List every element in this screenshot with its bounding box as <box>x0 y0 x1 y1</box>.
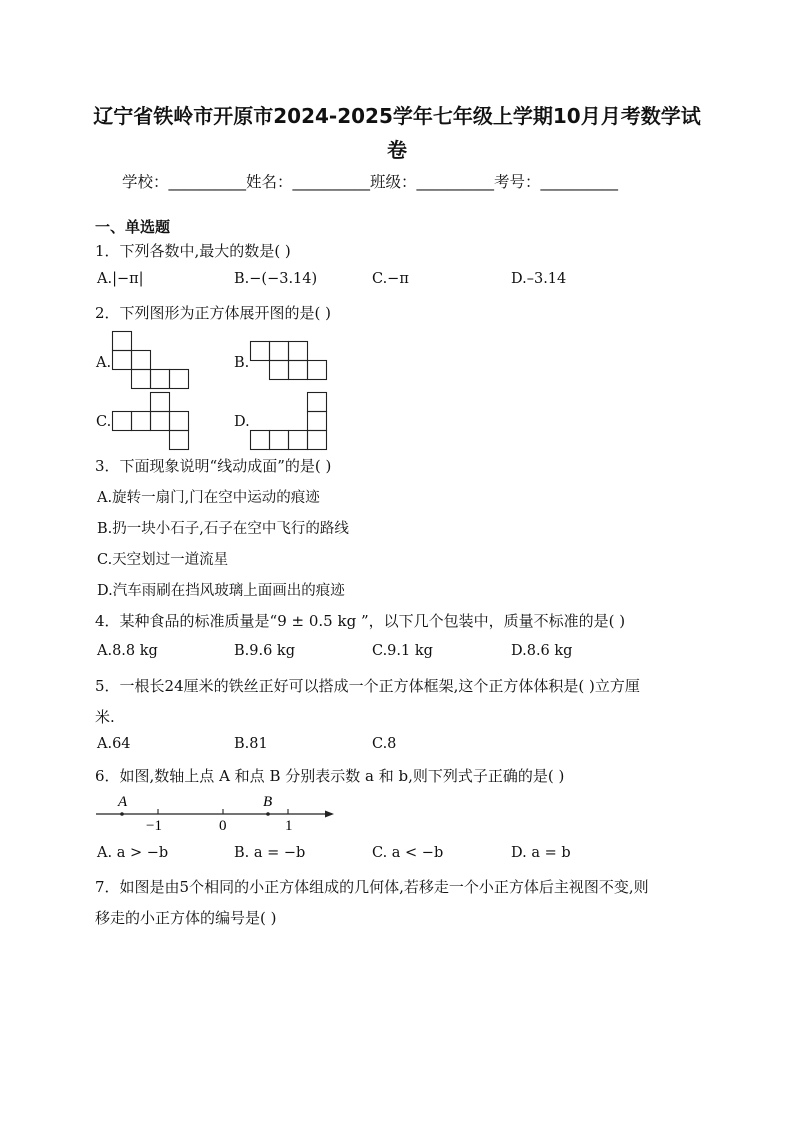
number-line-tick-label-1: 1 <box>285 818 293 834</box>
question-1-stem: 1．下列各数中,最大的数是( ) <box>95 242 291 260</box>
net-figure-a <box>112 331 192 391</box>
number-line-tick-label-neg1: −1 <box>146 818 162 834</box>
question-4-option-a: A.8.8 kg <box>97 643 158 659</box>
question-3-option-b: B.扔一块小石子,石子在空中飞行的路线 <box>97 521 349 537</box>
question-6-option-b: B. a = −b <box>234 845 306 861</box>
question-6-option-c: C. a < −b <box>372 845 444 861</box>
number-line-tick-label-0: 0 <box>219 818 227 834</box>
question-6-option-a: A. a > −b <box>97 845 169 861</box>
question-2-option-c: C. <box>96 414 112 430</box>
number-line-point-b-label: B <box>263 794 273 810</box>
question-1-option-d: D.–3.14 <box>511 271 567 287</box>
question-7-stem-line1: 7．如图是由5个相同的小正方体组成的几何体,若移走一个小正方体后主视图不变,则 <box>95 878 649 896</box>
question-4-option-d: D.8.6 kg <box>511 643 573 659</box>
question-5-stem-line2: 米. <box>95 708 115 726</box>
page-title-line1: 辽宁省铁岭市开原市2024-2025学年七年级上学期10月月考数学试 <box>93 104 701 128</box>
question-5-stem-line1: 5．一根长24厘米的铁丝正好可以搭成一个正方体框架,这个正方体体积是( )立方厘 <box>95 677 640 695</box>
net-figure-b <box>250 341 335 383</box>
question-1-option-c: C.−π <box>372 271 409 287</box>
question-1-option-b: B.−(−3.14) <box>234 271 318 287</box>
number-line-figure <box>94 790 344 835</box>
question-5-option-a: A.64 <box>97 736 131 752</box>
net-figure-d <box>250 392 335 452</box>
page-title-line2: 卷 <box>387 138 407 162</box>
question-5-option-b: B.81 <box>234 736 268 752</box>
net-figure-c <box>112 392 192 452</box>
number-line-point-a-label: A <box>118 794 128 810</box>
question-3-option-d: D.汽车雨刷在挡风玻璃上面画出的痕迹 <box>97 583 345 599</box>
question-2-option-b: B. <box>234 355 250 371</box>
question-3-option-a: A.旋转一扇门,门在空中运动的痕迹 <box>97 490 320 506</box>
question-2-option-d: D. <box>234 414 250 430</box>
question-1-option-a: A.|−π| <box>97 271 144 287</box>
question-5-option-c: C.8 <box>372 736 397 752</box>
question-4-option-c: C.9.1 kg <box>372 643 433 659</box>
student-info-line: 学校：__________姓名：__________班级：__________考号：__________ <box>122 173 619 191</box>
question-3-option-c: C.天空划过一道流星 <box>97 552 229 568</box>
question-4-stem: 4．某种食品的标准质量是“9 ± 0.5 kg ”，以下几个包装中，质量不标准的是( ) <box>95 612 626 630</box>
section-heading: 一、单选题 <box>95 218 171 236</box>
question-4-option-b: B.9.6 kg <box>234 643 296 659</box>
question-6-option-d: D. a = b <box>511 845 571 861</box>
question-7-stem-line2: 移走的小正方体的编号是( ) <box>95 909 277 927</box>
question-3-stem: 3．下面现象说明“线动成面”的是( ) <box>95 457 332 475</box>
question-2-option-a: A. <box>96 355 112 371</box>
question-2-stem: 2．下列图形为正方体展开图的是( ) <box>95 304 332 322</box>
question-6-stem: 6．如图,数轴上点 A 和点 B 分别表示数 a 和 b,则下列式子正确的是( ) <box>95 767 565 785</box>
